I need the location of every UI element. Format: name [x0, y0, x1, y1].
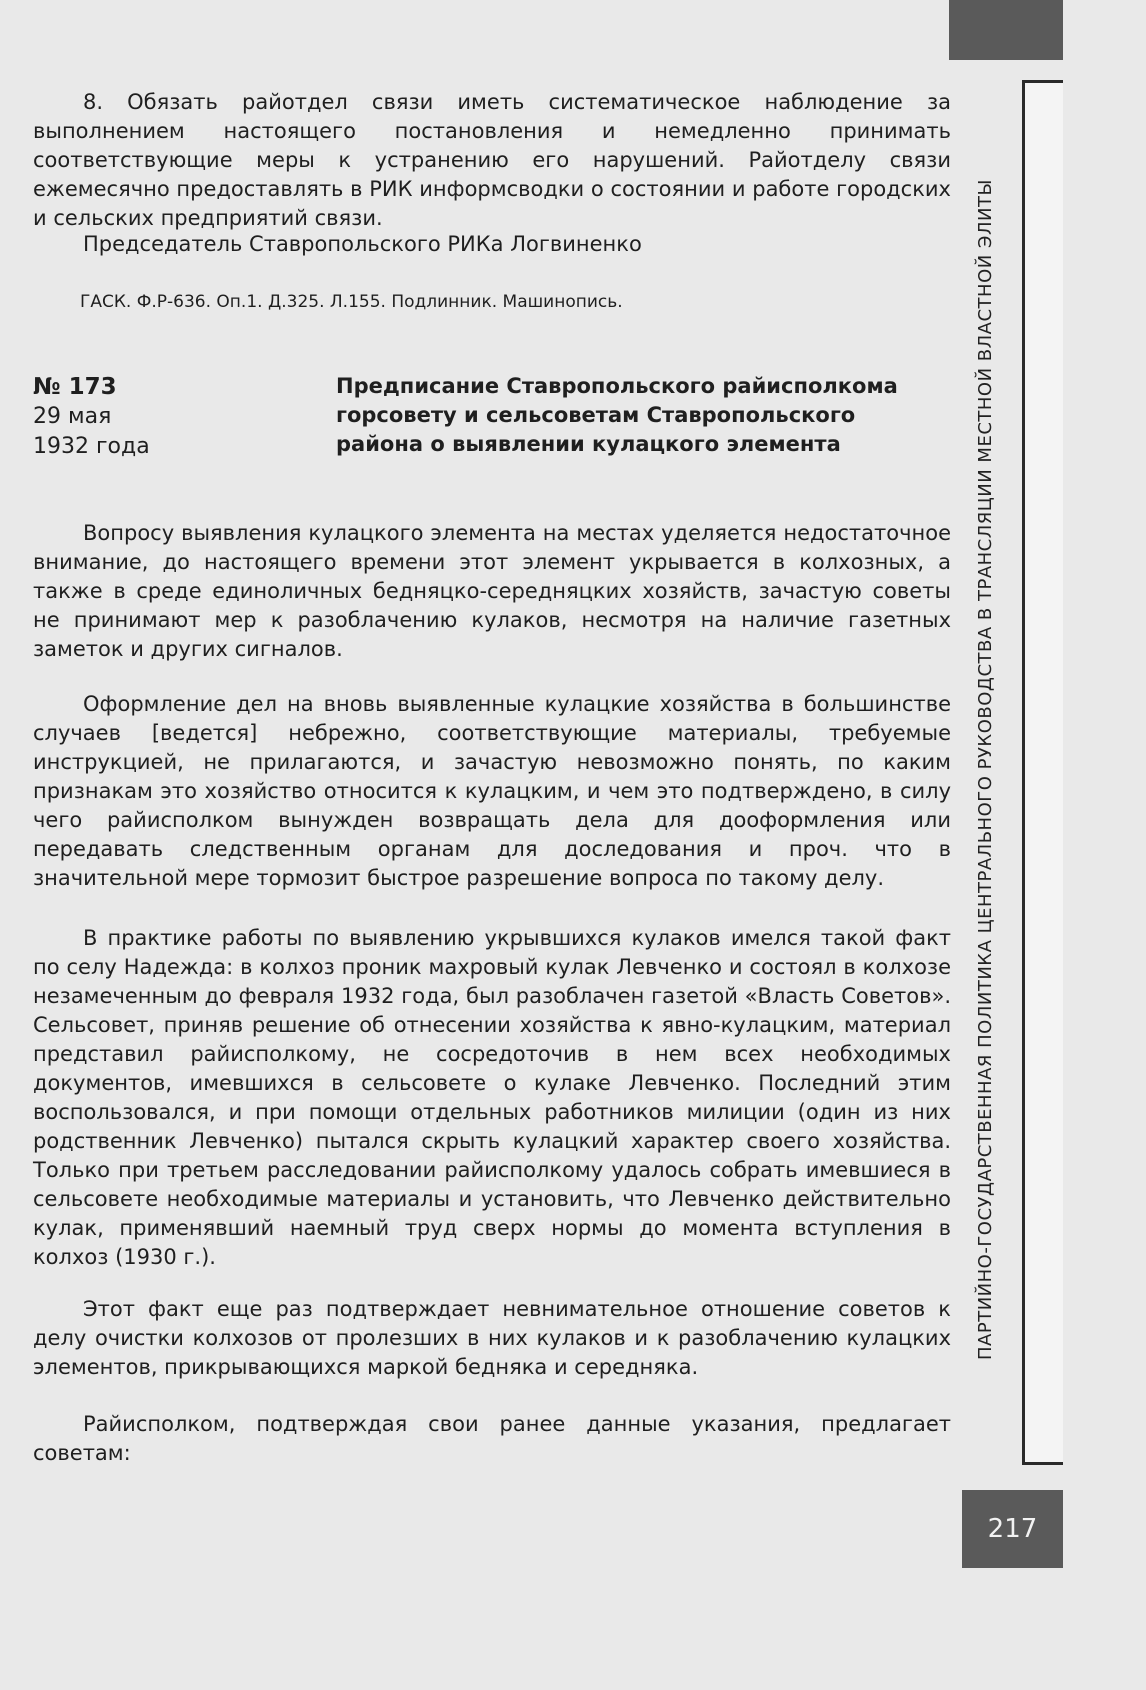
side-frame	[1022, 80, 1063, 1465]
paragraph-8: 8. Обязать райотдел связи иметь систематическое наблюдение за выполнением настоящего постановления и немедленно принимать соответствующие меры к устранению его нарушений. Райотделу связи ежемесячно предоставлять в РИК информсводки о состоянии и работе городских и сельских предприятий связи.	[33, 90, 951, 230]
chairman-signature: Председатель Ставропольского РИКа Логвиненко	[83, 232, 642, 256]
document-date-day: 29 мая	[33, 404, 112, 429]
document-meta	[33, 372, 150, 462]
page-number: 217	[962, 1490, 1063, 1568]
running-side-title: ПАРТИЙНО-ГОСУДАРСТВЕННАЯ ПОЛИТИКА ЦЕНТРАЛЬНОГО РУКОВОДСТВА В ТРАНСЛЯЦИИ МЕСТНОЙ ВЛАСТНОЙ ЭЛИТЫ	[975, 179, 996, 1360]
body-paragraph: Райисполком, подтверждая свои ранее данные указания, предлагает советам:	[33, 1412, 951, 1465]
body-paragraph: Этот факт еще раз подтверждает невнимательное отношение советов к делу очистки колхозов от пролезших в них кулаков и к разоблачению кулацких элементов, прикрывающихся маркой бедняка и середняка.	[33, 1297, 951, 1379]
top-corner-tab	[949, 0, 1063, 60]
body-paragraph: Вопросу выявления кулацкого элемента на местах уделяется недостаточное внимание, до настоящего времени этот элемент укрывается в колхозных, а также в среде единоличных бедняцко-середняцких хозяйств, зачастую советы не принимают мер к разоблачению кулаков, несмотря на наличие газетных заметок и других сигналов.	[33, 521, 951, 661]
archive-reference: ГАСК. Ф.Р-636. Оп.1. Д.325. Л.155. Подлинник. Машинопись.	[80, 292, 623, 312]
document-number: № 173	[33, 374, 117, 400]
document-title: Предписание Ставропольского райисполкома горсовету и сельсоветам Ставропольского района о выявлении кулацкого элемента	[336, 374, 898, 456]
body-paragraph: Оформление дел на вновь выявленные кулацкие хозяйства в большинстве случаев [ведется] небрежно, соответствующие материалы, требуемые инструкцией, не прилагаются, и зачастую невозможно понять, по каким признакам это хозяйство относится к кулацким, и чем это подтверждено, в силу чего райисполком вынужден возвращать дела для дооформления или передавать следственным органам для доследования и проч. что в значительной мере тормозит быстрое разрешение вопроса по такому делу.	[33, 692, 951, 890]
document-date-year: 1932 года	[33, 434, 150, 459]
body-paragraph: В практике работы по выявлению укрывшихся кулаков имелся такой факт по селу Надежда: в колхоз проник махровый кулак Левченко и состоял в колхозе незамеченным до февраля 1932 года, был разоблачен газетой «Власть Советов». Сельсовет, приняв решение об отнесении хозяйства к явно-кулацким, материал представил райисполкому, не сосредоточив в нем всех необходимых документов, имевшихся в сельсовете о кулаке Левченко. Последний этим воспользовался, и при помощи отдельных работников милиции (один из них родственник Левченко) пытался скрыть кулацкий характер своего хозяйства. Только при третьем расследовании райисполкому удалось собрать имевшиеся в сельсовете необходимые материалы и установить, что Левченко действительно кулак, применявший наемный труд сверх нормы до момента вступления в колхоз (1930 г.).	[33, 926, 951, 1269]
